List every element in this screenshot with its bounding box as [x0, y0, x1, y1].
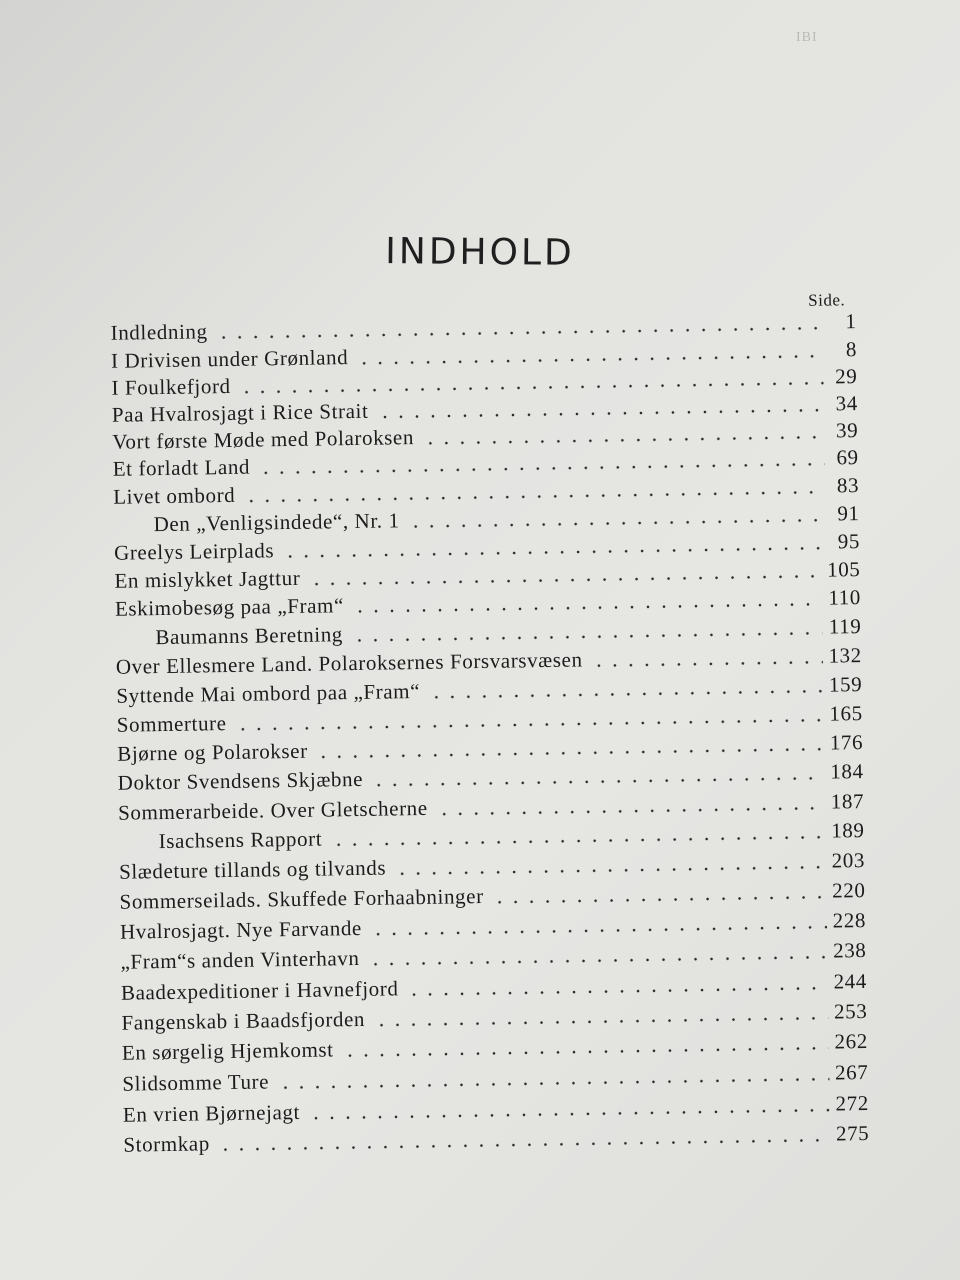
dot-leader [308, 1109, 830, 1120]
toc-entry-page-number: 253 [833, 999, 868, 1024]
toc-entry-title: Bjørne og Polarokser [117, 738, 308, 766]
toc-entry-title: En sørgelig Hjemkomst [121, 1037, 334, 1065]
toc-entry-page-number: 238 [832, 938, 867, 963]
toc-entry-title: Slidsomme Ture [122, 1069, 270, 1096]
toc-entry-title: Baadexpeditioner i Havnefjord [120, 976, 399, 1005]
toc-entry-page-number: 119 [828, 614, 862, 639]
toc-entry-title: Sommerture [116, 711, 227, 737]
toc-entry-page-number: 34 [835, 391, 859, 416]
toc-entry-title: Indledning [110, 319, 208, 345]
toc-entry-title: Fangenskab i Baadsfjorden [121, 1006, 366, 1035]
dot-leader [351, 632, 823, 642]
toc-entry-title: I Foulkefjord [111, 373, 231, 400]
toc-entry-page-number: 272 [835, 1090, 870, 1116]
toc-entry-page-number: 1 [845, 309, 857, 334]
toc-entry-page-number: 228 [832, 908, 867, 933]
toc-entry-title: Hvalrosjagt. Nye Farvande [119, 915, 363, 944]
toc-entry-page-number: 105 [826, 557, 861, 582]
toc-entry-title: Livet ombord [113, 482, 236, 509]
dot-leader [330, 836, 825, 847]
toc-entry-title: Paa Hvalrosjagt i Rice Strait [111, 398, 369, 427]
toc-entry-page-number: 159 [828, 672, 863, 697]
toc-entry-title: Syttende Mai ombord paa „Fram“ [116, 678, 421, 708]
dot-leader [218, 1139, 830, 1152]
dot-leader [591, 661, 823, 668]
page-column-label: Side. [808, 290, 846, 310]
toc-entry-title: Isachsens Rapport [158, 826, 323, 854]
toc-entry-title: „Fram“s anden Vinterhavn [120, 945, 360, 974]
toc-entry-page-number: 165 [829, 701, 863, 726]
toc-entry-page-number: 220 [831, 878, 866, 903]
dot-leader [352, 603, 822, 613]
dot-leader [371, 777, 824, 787]
toc-entry-page-number: 187 [830, 789, 865, 814]
toc-entry-page-number: 275 [835, 1120, 870, 1146]
toc-entry-page-number: 91 [837, 501, 860, 526]
toc-entry-page-number: 244 [833, 969, 868, 994]
toc-entry-page-number: 189 [831, 818, 865, 843]
toc-entry-page-number: 83 [836, 473, 860, 498]
toc-entry-title: I Drivisen under Grønland [110, 345, 349, 373]
dot-leader [368, 956, 828, 966]
toc-entry-title: Stormkap [123, 1131, 211, 1157]
dot-leader [394, 866, 826, 876]
dot-leader [370, 926, 827, 936]
toc-entry-title: Eskimobesøg paa „Fram“ [114, 593, 345, 621]
toc-entry-title: Doktor Svendsens Skjæbne [117, 766, 364, 795]
dot-leader [277, 1078, 829, 1090]
toc-entry-title: Slædeture tillands og tilvands [118, 855, 387, 884]
toc-entry-page-number: 267 [834, 1059, 869, 1085]
dot-leader [492, 896, 827, 904]
toc-entry-page-number: 110 [828, 585, 862, 610]
toc-entry-page-number: 176 [829, 730, 864, 755]
dot-leader [428, 690, 823, 699]
toc-entry-page-number: 29 [835, 364, 858, 389]
toc-entry-page-number: 203 [831, 848, 866, 873]
toc-entry-page-number: 69 [836, 445, 859, 470]
toc-entry-title: Vort første Møde med Polaroksen [112, 425, 415, 454]
toc-entry-title: En vrien Bjørnejagt [122, 1099, 301, 1127]
dot-leader [436, 807, 825, 816]
toc-entry-page-number: 39 [835, 418, 859, 443]
toc-entry-page-number: 95 [837, 529, 861, 554]
toc-entry-page-number: 184 [830, 759, 864, 784]
toc-entry-title: En mislykket Jagttur [114, 565, 301, 593]
toc-entry-title: Baumanns Beretning [155, 622, 344, 650]
toc-entry-title: Sommerarbeide. Over Gletscherne [117, 795, 428, 825]
toc-entry-page-number: 132 [828, 643, 862, 668]
toc-entry-page-number: 8 [845, 337, 858, 362]
table-of-contents [0, 282, 960, 1197]
toc-entry-title: Over Ellesmere Land. Polaroksernes Forsvarsvæsen [115, 647, 583, 679]
toc-entry-page-number: 262 [834, 1029, 869, 1054]
toc-entry-title: Sommerseilads. Skuffede Forhaabninger [119, 884, 484, 914]
page-title: INDHOLD [385, 231, 575, 274]
page-edge-mark: IBI [796, 30, 818, 45]
toc-entry-title: Den „Venligsindede“, Nr. 1 [153, 508, 400, 537]
dot-leader [407, 987, 828, 997]
dot-leader [373, 1017, 828, 1027]
toc-entry-title: Greelys Leirplads [113, 538, 275, 565]
dot-leader [342, 1047, 829, 1058]
toc-entry-title: Et forladt Land [112, 454, 251, 481]
